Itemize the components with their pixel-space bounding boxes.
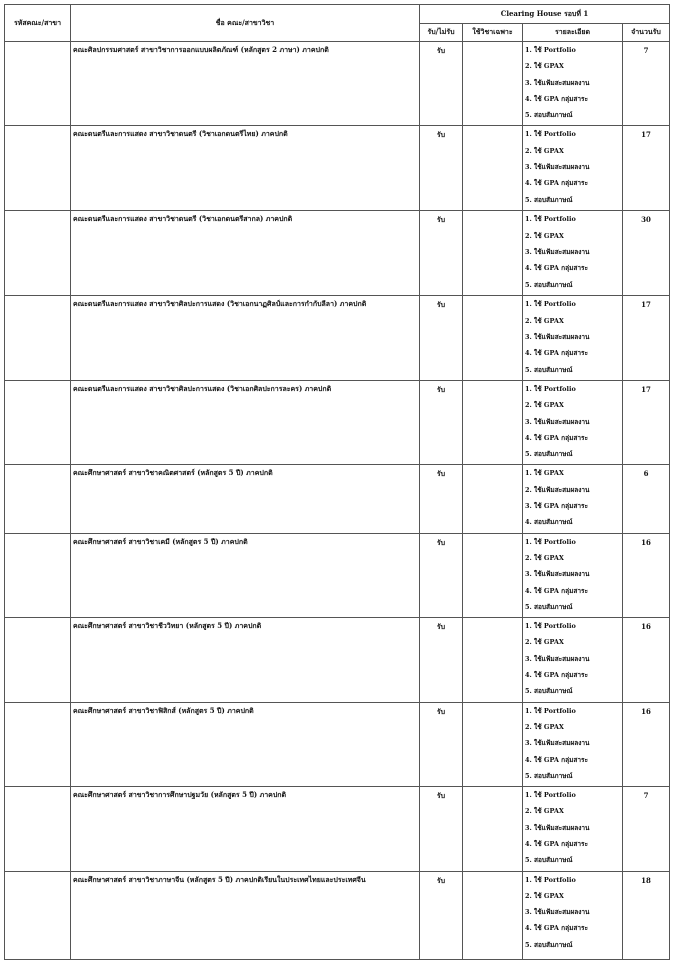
detail-item: 2. ใช้ GPAX (525, 401, 564, 410)
cell-special (463, 465, 523, 533)
cell-details (523, 465, 623, 533)
detail-item: 4. ใช้ GPA กลุ่มสาระ (525, 671, 588, 680)
cell-program-name: คณะศิลปกรรมศาสตร์ สาขาวิชาการออกแบบผลิตภัณฑ์ (หลักสูตร 2 ภาษา) ภาคปกติ (71, 42, 420, 126)
detail-item: 3. ใช้แฟ้มสะสมผลงาน (525, 908, 590, 917)
cell-code (5, 296, 71, 380)
cell-special (463, 296, 523, 380)
cell-details (523, 618, 623, 702)
cell-program-name: คณะดนตรีและการแสดง สาขาวิชาศิลปะการแสดง (วิชาเอกศิลปะการละคร) ภาคปกติ (71, 380, 420, 464)
detail-item: 3. ใช้แฟ้มสะสมผลงาน (525, 78, 590, 87)
table-row (5, 465, 670, 533)
cell-count: 16 (623, 533, 670, 617)
cell-program-name: คณะศึกษาศาสตร์ สาขาวิชาการศึกษาปฐมวัย (หลักสูตร 5 ปี) ภาคปกติ (71, 787, 420, 871)
cell-details (523, 126, 623, 211)
detail-item: 5. สอบสัมภาษณ์ (525, 771, 573, 780)
detail-item: 2. ใช้ GPAX (525, 807, 564, 816)
cell-count: 7 (623, 787, 670, 871)
detail-item: 4. สอบสัมภาษณ์ (525, 518, 573, 527)
detail-item: 1. ใช้ Portfolio (525, 384, 576, 393)
cell-program-name: คณะดนตรีและการแสดง สาขาวิชาศิลปะการแสดง (วิชาเอกนาฏศิลป์และการกำกับลีลา) ภาคปกติ (71, 296, 420, 380)
cell-details (523, 296, 623, 380)
cell-special (463, 42, 523, 126)
detail-item: 4. ใช้ GPA กลุ่มสาระ (525, 586, 588, 595)
cell-code (5, 787, 71, 871)
detail-item: 1. ใช้ Portfolio (525, 300, 576, 309)
detail-item: 5. สอบสัมภาษณ์ (525, 195, 573, 204)
detail-item: 2. ใช้ GPAX (525, 638, 564, 647)
cell-code (5, 533, 71, 617)
cell-details (523, 871, 623, 959)
cell-program-name: คณะศึกษาศาสตร์ สาขาวิชาคณิตศาสตร์ (หลักสูตร 5 ปี) ภาคปกติ (71, 465, 420, 533)
detail-item: 3. ใช้แฟ้มสะสมผลงาน (525, 739, 590, 748)
table-row (5, 211, 670, 296)
cell-accept: รับ (420, 533, 463, 617)
detail-item: 5. สอบสัมภาษณ์ (525, 856, 573, 865)
cell-program-name: คณะศึกษาศาสตร์ สาขาวิชาภาษาจีน (หลักสูตร 5 ปี) ภาคปกติเรียนในประเทศไทยและประเทศจีน (71, 871, 420, 959)
detail-item: 3. ใช้ GPA กลุ่มสาระ (525, 502, 588, 511)
detail-item: 3. ใช้แฟ้มสะสมผลงาน (525, 333, 590, 342)
detail-item: 1. ใช้ Portfolio (525, 215, 576, 224)
cell-code (5, 702, 71, 786)
cell-count: 6 (623, 465, 670, 533)
cell-special (463, 871, 523, 959)
table-row (5, 380, 670, 464)
cell-code (5, 126, 71, 211)
detail-item: 1. ใช้ GPAX (525, 469, 564, 478)
cell-program-name: คณะดนตรีและการแสดง สาขาวิชาดนตรี (วิชาเอกดนตรีสากล) ภาคปกติ (71, 211, 420, 296)
cell-count: 17 (623, 126, 670, 211)
cell-details (523, 42, 623, 126)
detail-item: 5. สอบสัมภาษณ์ (525, 602, 573, 611)
detail-item: 2. ใช้ GPAX (525, 722, 564, 731)
cell-special (463, 787, 523, 871)
detail-item: 2. ใช้ GPAX (525, 553, 564, 562)
detail-item: 3. ใช้แฟ้มสะสมผลงาน (525, 248, 590, 257)
detail-item: 1. ใช้ Portfolio (525, 46, 576, 54)
cell-special (463, 702, 523, 786)
cell-details (523, 380, 623, 464)
table-row (5, 296, 670, 380)
cell-code (5, 465, 71, 533)
table-row (5, 42, 670, 126)
cell-code (5, 618, 71, 702)
cell-special (463, 126, 523, 211)
cell-accept: รับ (420, 618, 463, 702)
cell-accept: รับ (420, 296, 463, 380)
table-row (5, 702, 670, 786)
detail-item: 3. ใช้แฟ้มสะสมผลงาน (525, 417, 590, 426)
detail-item: 1. ใช้ Portfolio (525, 875, 576, 884)
cell-count: 16 (623, 702, 670, 786)
cell-program-name: คณะศึกษาศาสตร์ สาขาวิชาเคมี (หลักสูตร 5 ปี) ภาคปกติ (71, 533, 420, 617)
table-body (5, 42, 670, 960)
cell-details (523, 702, 623, 786)
detail-item: 4. ใช้ GPA กลุ่มสาระ (525, 839, 588, 848)
detail-item: 3. ใช้แฟ้มสะสมผลงาน (525, 823, 590, 832)
cell-program-name: คณะศึกษาศาสตร์ สาขาวิชาฟิสิกส์ (หลักสูตร 5 ปี) ภาคปกติ (71, 702, 420, 786)
header-detail: รายละเอียด (523, 24, 623, 42)
cell-accept: รับ (420, 702, 463, 786)
header-name: ชื่อ คณะ/สาขาวิชา (71, 5, 420, 42)
cell-program-name: คณะดนตรีและการแสดง สาขาวิชาดนตรี (วิชาเอกดนตรีไทย) ภาคปกติ (71, 126, 420, 211)
cell-special (463, 211, 523, 296)
detail-item: 4. ใช้ GPA กลุ่มสาระ (525, 264, 588, 273)
detail-item: 5. สอบสัมภาษณ์ (525, 687, 573, 696)
table-row (5, 618, 670, 702)
detail-item: 1. ใช้ Portfolio (525, 537, 576, 546)
cell-code (5, 380, 71, 464)
cell-special (463, 380, 523, 464)
cell-accept: รับ (420, 787, 463, 871)
cell-code (5, 211, 71, 296)
header-clearing: Clearing House รอบที่ 1 (420, 5, 670, 24)
table-row (5, 871, 670, 959)
cell-count: 17 (623, 380, 670, 464)
detail-item: 1. ใช้ Portfolio (525, 130, 576, 139)
cell-count: 17 (623, 296, 670, 380)
detail-item: 4. ใช้ GPA กลุ่มสาระ (525, 179, 588, 188)
detail-item: 2. ใช้แฟ้มสะสมผลงาน (525, 485, 590, 494)
cell-accept: รับ (420, 126, 463, 211)
cell-special (463, 533, 523, 617)
cell-count: 7 (623, 42, 670, 126)
cell-special (463, 618, 523, 702)
cell-accept: รับ (420, 211, 463, 296)
cell-details (523, 787, 623, 871)
detail-item: 4. ใช้ GPA กลุ่มสาระ (525, 433, 588, 442)
cell-accept: รับ (420, 380, 463, 464)
cell-code (5, 871, 71, 959)
header-special: ใช้วิชาเฉพาะ (463, 24, 523, 42)
detail-item: 4. ใช้ GPA กลุ่มสาระ (525, 94, 588, 103)
header-code: รหัสคณะ/สาขา (5, 5, 71, 42)
cell-accept: รับ (420, 42, 463, 126)
detail-item: 5. สอบสัมภาษณ์ (525, 940, 573, 949)
admission-table (4, 4, 670, 960)
detail-item: 1. ใช้ Portfolio (525, 791, 576, 800)
detail-item: 5. สอบสัมภาษณ์ (525, 365, 573, 374)
detail-item: 3. ใช้แฟ้มสะสมผลงาน (525, 654, 590, 663)
detail-item: 3. ใช้แฟ้มสะสมผลงาน (525, 163, 590, 172)
detail-item: 4. ใช้ GPA กลุ่มสาระ (525, 349, 588, 358)
cell-details (523, 211, 623, 296)
table-row (5, 126, 670, 211)
detail-item: 2. ใช้ GPAX (525, 146, 564, 155)
table-row (5, 533, 670, 617)
detail-item: 1. ใช้ Portfolio (525, 706, 576, 715)
table-row (5, 787, 670, 871)
detail-item: 5. สอบสัมภาษณ์ (525, 280, 573, 289)
detail-item: 2. ใช้ GPAX (525, 231, 564, 240)
cell-accept: รับ (420, 871, 463, 959)
cell-count: 30 (623, 211, 670, 296)
detail-item: 5. สอบสัมภาษณ์ (525, 111, 573, 120)
detail-item: 1. ใช้ Portfolio (525, 622, 576, 631)
detail-item: 2. ใช้ GPAX (525, 316, 564, 325)
detail-item: 3. ใช้แฟ้มสะสมผลงาน (525, 570, 590, 579)
detail-item: 4. ใช้ GPA กลุ่มสาระ (525, 755, 588, 764)
cell-code (5, 42, 71, 126)
detail-item: 2. ใช้ GPAX (525, 62, 564, 71)
cell-accept: รับ (420, 465, 463, 533)
cell-count: 16 (623, 618, 670, 702)
cell-count: 18 (623, 871, 670, 959)
cell-details (523, 533, 623, 617)
header-count: จำนวนรับ (623, 24, 670, 42)
detail-item: 4. ใช้ GPA กลุ่มสาระ (525, 924, 588, 933)
detail-item: 2. ใช้ GPAX (525, 891, 564, 900)
detail-item: 5. สอบสัมภาษณ์ (525, 450, 573, 459)
cell-program-name: คณะศึกษาศาสตร์ สาขาวิชาชีววิทยา (หลักสูตร 5 ปี) ภาคปกติ (71, 618, 420, 702)
header-accept: รับ/ไม่รับ (420, 24, 463, 42)
